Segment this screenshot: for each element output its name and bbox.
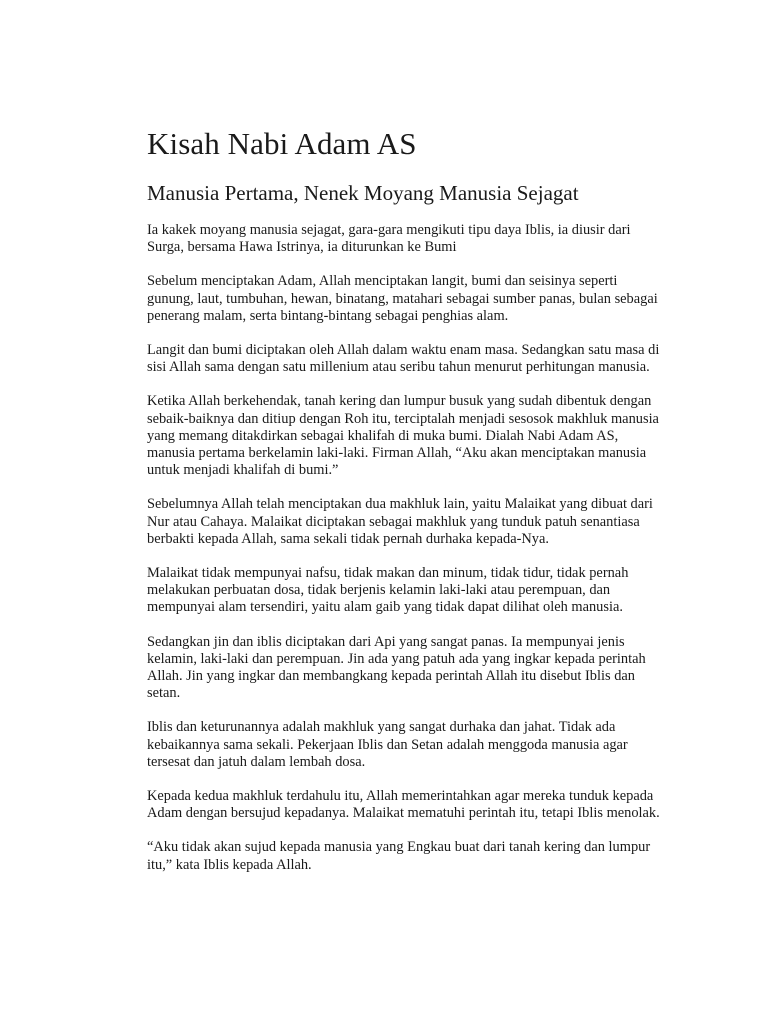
paragraph-1: Ia kakek moyang manusia sejagat, gara-gara mengikuti tipu daya Iblis, ia diusir dari Surga, bersama Hawa Istrinya, ia diturunkan ke Bumi xyxy=(147,222,631,256)
document-page xyxy=(147,124,667,891)
paragraph-9: Kepada kedua makhluk terdahulu itu, Allah memerintahkan agar mereka tunduk kepada Adam dengan bersujud kepadanya. Malaikat mematuhi perintah itu, tetapi Iblis menolak. xyxy=(147,788,660,822)
paragraph-3: Langit dan bumi diciptakan oleh Allah dalam waktu enam masa. Sedangkan satu masa di sisi Allah sama dengan satu millenium atau seribu tahun menurut perhitungan manusia. xyxy=(147,342,660,376)
paragraph-10: “Aku tidak akan sujud kepada manusia yang Engkau buat dari tanah kering dan lumpur itu,” kata Iblis kepada Allah. xyxy=(147,839,651,873)
paragraph-4: Ketika Allah berkehendak, tanah kering dan lumpur busuk yang sudah dibentuk dengan sebaik-baiknya dan ditiup dengan Roh itu, terciptalah menjadi sesosok makhluk manusia yang memang ditakdirkan sebagai khalifah di muka bumi. Dialah Nabi Adam AS, manusia pertama berkelamin laki-laki. Firman Allah, “Aku akan menciptakan manusia untuk menjadi khalifah di bumi.” xyxy=(147,393,659,479)
paragraph-6: Malaikat tidak mempunyai nafsu, tidak makan dan minum, tidak tidur, tidak pernah melakukan perbuatan dosa, tidak berjenis kelamin laki-laki atau perempuan, dan mempunyai alam tersendiri, yaitu alam gaib yang tidak dapat dilihat oleh manusia. xyxy=(147,565,629,616)
paragraph-2: Sebelum menciptakan Adam, Allah menciptakan langit, bumi dan seisinya seperti gunung, laut, tumbuhan, hewan, binatang, matahari sebagai sumber panas, bulan sebagai penerang malam, serta bintang-bintang sebagai penghias alam. xyxy=(147,273,658,324)
paragraph-5: Sebelumnya Allah telah menciptakan dua makhluk lain, yaitu Malaikat yang dibuat dari Nur atau Cahaya. Malaikat diciptakan sebagai makhluk yang tunduk patuh senantiasa berbakti kepada Allah, sama sekali tidak pernah durhaka kepada-Nya. xyxy=(147,496,653,547)
document-title: Kisah Nabi Adam AS xyxy=(147,126,417,161)
paragraph-8: Iblis dan keturunannya adalah makhluk yang sangat durhaka dan jahat. Tidak ada kebaikannya sama sekali. Pekerjaan Iblis dan Setan adalah menggoda manusia agar tersesat dan jatuh dalam lembah dosa. xyxy=(147,719,628,770)
paragraph-7: Sedangkan jin dan iblis diciptakan dari Api yang sangat panas. Ia mempunyai jenis kelamin, laki-laki dan perempuan. Jin ada yang patuh ada yang ingkar kepada perintah Allah. Jin yang ingkar dan membangkang kepada perintah Allah itu disebut Iblis dan setan. xyxy=(147,633,646,702)
document-subtitle: Manusia Pertama, Nenek Moyang Manusia Sejagat xyxy=(147,181,579,205)
